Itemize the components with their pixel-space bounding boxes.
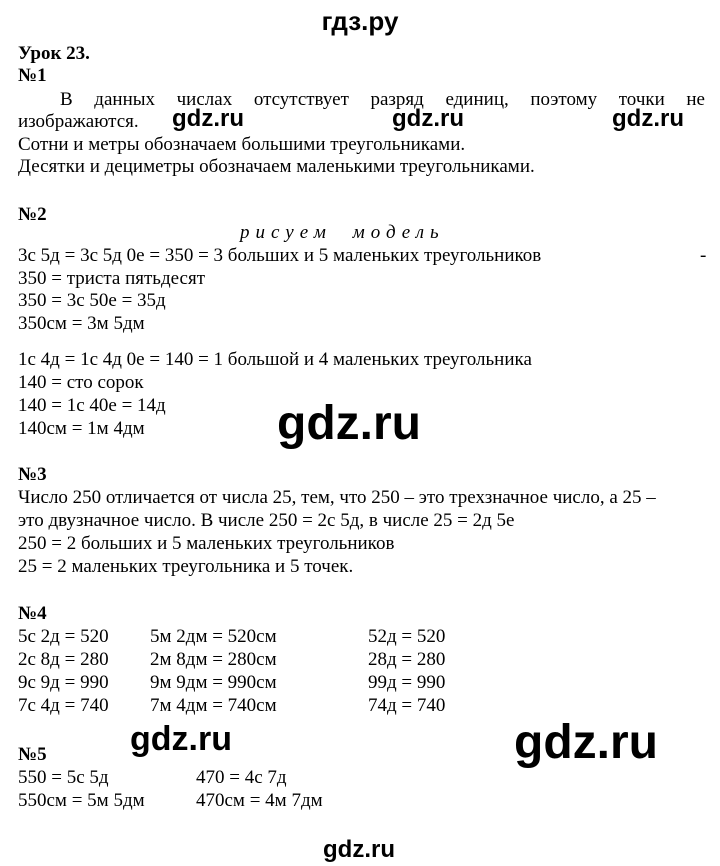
task-5-label: №5 <box>18 744 47 765</box>
task-3-line-2: это двузначное число. В числе 250 = 2с 5д, в числе 25 = 2д 5е <box>18 510 515 531</box>
task-3-line-1: Число 250 отличается от числа 25, тем, что 250 – это трехзначное число, а 25 – <box>18 487 656 508</box>
task-2-label: №2 <box>18 204 47 225</box>
task-4-col1-row2: 2с 8д = 280 <box>18 649 109 670</box>
task-4-col2-row2: 2м 8дм = 280см <box>150 649 277 670</box>
watermark: gdz.ru <box>612 105 684 132</box>
watermark: gdz.ru <box>514 716 658 769</box>
task-4-col2-row1: 5м 2дм = 520см <box>150 626 277 647</box>
task-4-col2-row4: 7м 4дм = 740см <box>150 695 277 716</box>
task-4-col3-row1: 52д = 520 <box>368 626 446 647</box>
task-1-line-3: Сотни и метры обозначаем большими треугольниками. <box>18 134 466 155</box>
task-1-line-1: В данных числах отсутствует разряд единиц, поэтому точки не <box>60 89 705 110</box>
task-4-col3-row3: 99д = 990 <box>368 672 446 693</box>
task-4-col1-row4: 7с 4д = 740 <box>18 695 109 716</box>
site-header: гдз.ру <box>321 6 399 36</box>
watermark: gdz.ru <box>323 836 395 863</box>
task-2-line-5: 1с 4д = 1с 4д 0е = 140 = 1 большой и 4 маленьких треугольника <box>18 349 532 370</box>
task-1-line-2: изображаются. <box>18 111 139 132</box>
task-3-line-3: 250 = 2 больших и 5 маленьких треугольников <box>18 533 395 554</box>
task-2-line-7: 140 = 1с 40е = 14д <box>18 395 166 416</box>
task-2-model-note: рисуем модель <box>240 222 445 243</box>
task-2-line-4: 350см = 3м 5дм <box>18 313 145 334</box>
watermark: gdz.ru <box>172 105 244 132</box>
watermark: gdz.ru <box>277 397 421 450</box>
task-1-label: №1 <box>18 65 47 86</box>
task-5-col2-row2: 470см = 4м 7дм <box>196 790 323 811</box>
task-5-col2-row1: 470 = 4с 7д <box>196 767 287 788</box>
task-4-col2-row3: 9м 9дм = 990см <box>150 672 277 693</box>
task-2-line-2: 350 = триста пятьдесят <box>18 268 205 289</box>
watermark: gdz.ru <box>392 105 464 132</box>
task-4-col1-row1: 5с 2д = 520 <box>18 626 109 647</box>
task-2-dash: - <box>700 245 707 266</box>
task-5-col1-row2: 550см = 5м 5дм <box>18 790 145 811</box>
task-4-col3-row2: 28д = 280 <box>368 649 446 670</box>
lesson-title: Урок 23. <box>18 43 90 64</box>
task-5-col1-row1: 550 = 5с 5д <box>18 767 109 788</box>
task-4-col1-row3: 9с 9д = 990 <box>18 672 109 693</box>
task-1-line-4: Десятки и дециметры обозначаем маленькими треугольниками. <box>18 156 535 177</box>
task-4-col3-row4: 74д = 740 <box>368 695 446 716</box>
task-2-line-3: 350 = 3с 50е = 35д <box>18 290 166 311</box>
task-3-line-4: 25 = 2 маленьких треугольника и 5 точек. <box>18 556 354 577</box>
watermark: gdz.ru <box>130 720 232 758</box>
task-2-line-8: 140см = 1м 4дм <box>18 418 145 439</box>
task-3-label: №3 <box>18 464 47 485</box>
task-2-line-6: 140 = сто сорок <box>18 372 144 393</box>
task-2-line-1: 3с 5д = 3с 5д 0е = 350 = 3 больших и 5 маленьких треугольников <box>18 245 542 266</box>
task-4-label: №4 <box>18 603 47 624</box>
